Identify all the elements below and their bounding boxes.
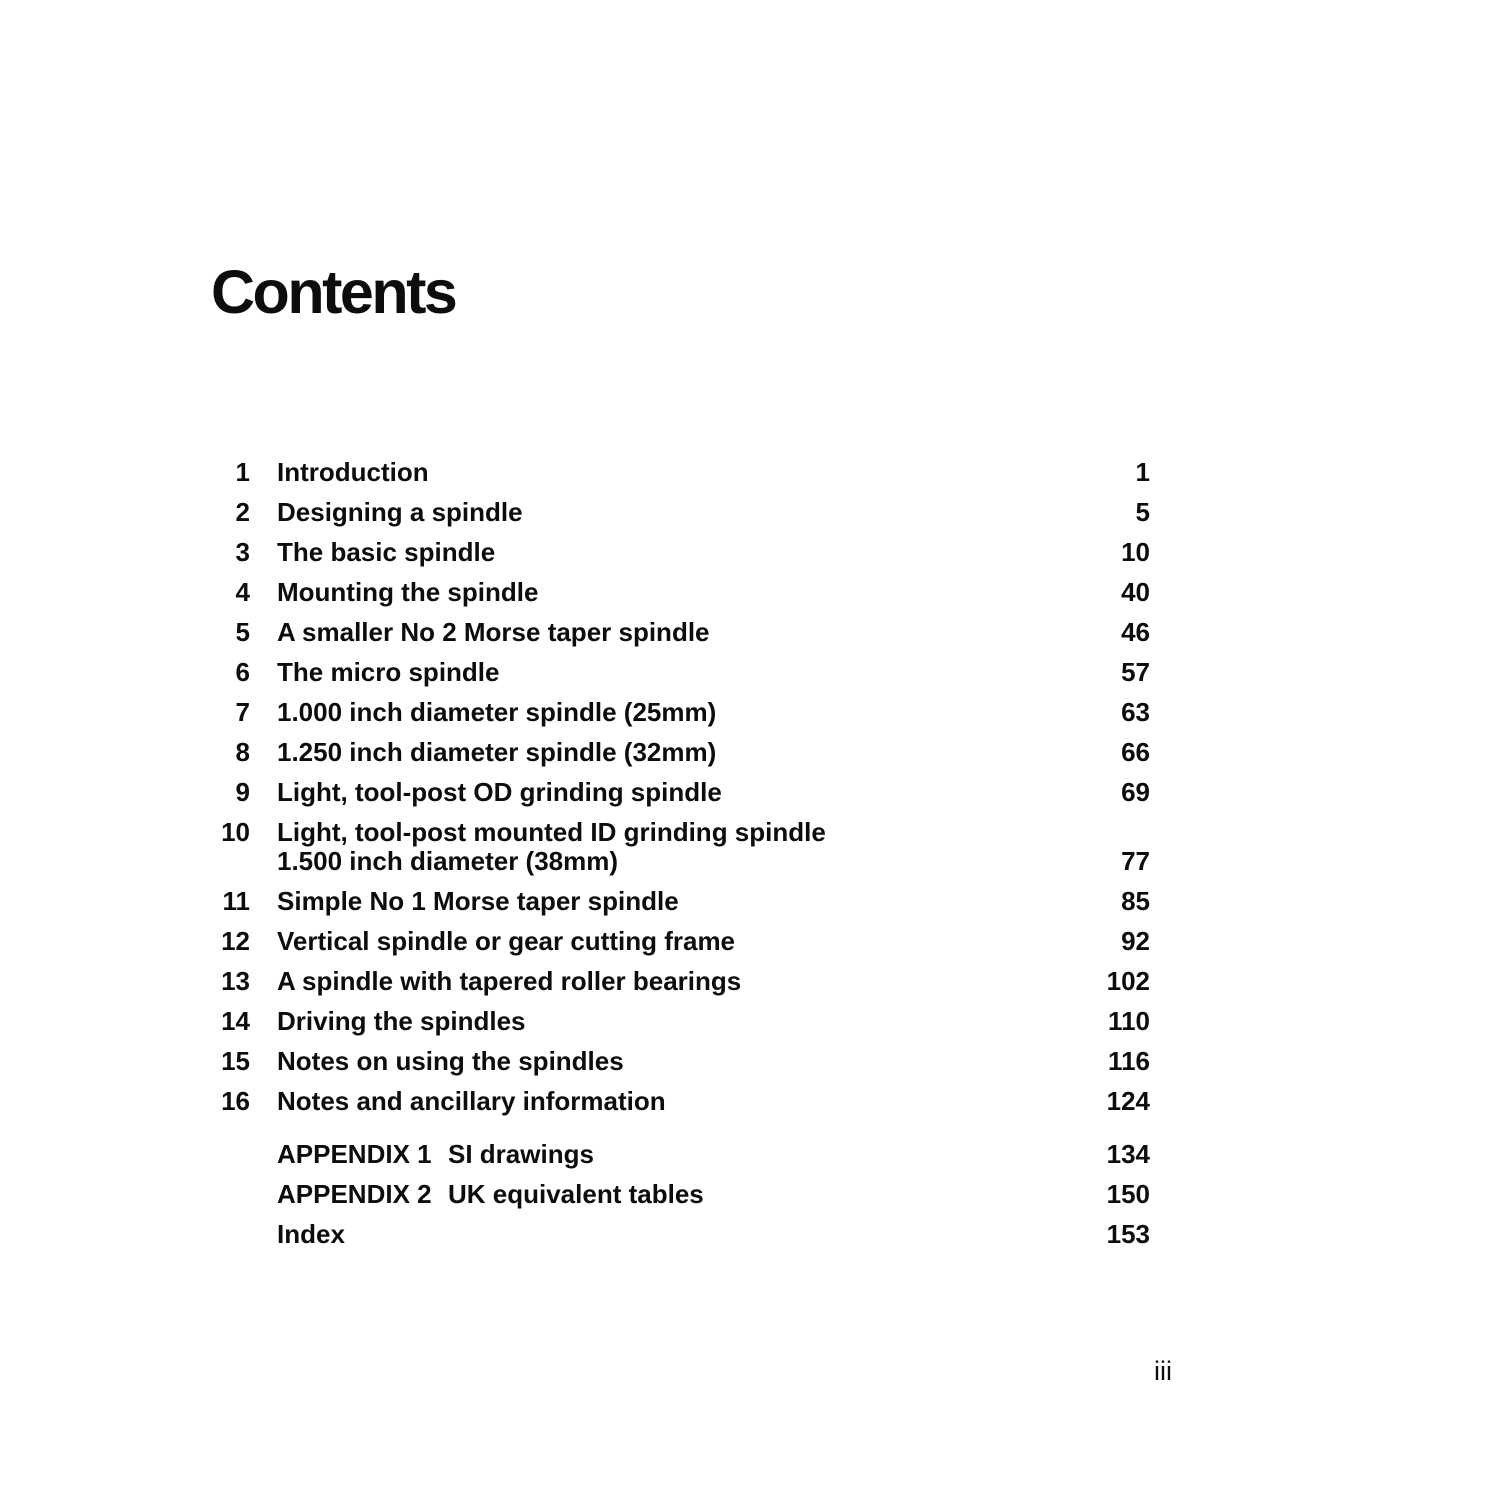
chapter-number: 13 bbox=[221, 966, 250, 996]
toc-entry bbox=[190, 698, 1150, 727]
chapter-title-line: 1.500 inch diameter (38mm) bbox=[277, 846, 619, 876]
toc-entry bbox=[190, 578, 1150, 607]
chapter-number: 15 bbox=[221, 1046, 250, 1076]
chapter-page-number: 1 bbox=[1135, 457, 1150, 487]
chapter-title-line: Simple No 1 Morse taper spindle bbox=[277, 886, 679, 916]
chapter-title bbox=[277, 698, 1080, 727]
chapter-number: 12 bbox=[221, 926, 250, 956]
chapter-title bbox=[277, 738, 1080, 767]
chapter-title-line: 1.250 inch diameter spindle (32mm) bbox=[277, 737, 717, 767]
toc-entry bbox=[190, 1087, 1150, 1116]
toc-entry bbox=[190, 538, 1150, 567]
chapter-title bbox=[277, 927, 1080, 956]
chapter-page-number: 10 bbox=[1121, 537, 1150, 567]
chapter-title bbox=[277, 618, 1080, 647]
chapter-title-line: The micro spindle bbox=[277, 657, 500, 687]
chapter-page-number: 92 bbox=[1121, 926, 1150, 956]
back-matter-page-number: 153 bbox=[1106, 1219, 1150, 1249]
chapter-page-number: 110 bbox=[1108, 1006, 1150, 1036]
back-matter-label: APPENDIX 1 bbox=[277, 1139, 432, 1169]
toc-entry bbox=[190, 887, 1150, 916]
chapter-title-line: 1.000 inch diameter spindle (25mm) bbox=[277, 697, 717, 727]
chapter-title bbox=[277, 1047, 1080, 1076]
chapter-page-number: 124 bbox=[1106, 1086, 1150, 1116]
back-matter-label: Index bbox=[277, 1219, 345, 1249]
chapter-number: 2 bbox=[235, 497, 250, 527]
toc-entry bbox=[190, 458, 1150, 487]
back-matter-page-number: 150 bbox=[1106, 1179, 1150, 1209]
chapter-number: 16 bbox=[221, 1086, 250, 1116]
chapter-number: 10 bbox=[221, 817, 250, 847]
page-title: Contents bbox=[211, 258, 456, 326]
chapter-title bbox=[277, 1007, 1080, 1036]
chapter-title-line: The basic spindle bbox=[277, 537, 496, 567]
toc-entry bbox=[190, 818, 1150, 876]
chapter-title bbox=[277, 967, 1080, 996]
chapter-page-number: 102 bbox=[1106, 966, 1150, 996]
chapter-title-line: Driving the spindles bbox=[277, 1006, 526, 1036]
toc-entry bbox=[190, 618, 1150, 647]
chapter-title-line: Light, tool-post OD grinding spindle bbox=[277, 777, 722, 807]
toc-entry bbox=[190, 927, 1150, 956]
chapter-list bbox=[190, 458, 1150, 1116]
toc-entry bbox=[190, 1047, 1150, 1076]
toc-entry bbox=[190, 967, 1150, 996]
chapter-title bbox=[277, 498, 1080, 527]
chapter-page-number: 63 bbox=[1121, 697, 1150, 727]
chapter-title bbox=[277, 778, 1080, 807]
chapter-title-line: Designing a spindle bbox=[277, 497, 523, 527]
chapter-number: 3 bbox=[235, 537, 250, 567]
chapter-number: 6 bbox=[235, 657, 250, 687]
back-matter-title: UK equivalent tables bbox=[448, 1179, 704, 1209]
back-matter-entry bbox=[190, 1140, 1150, 1169]
chapter-page-number: 57 bbox=[1121, 657, 1150, 687]
chapter-title bbox=[277, 578, 1080, 607]
chapter-page-number: 66 bbox=[1121, 737, 1150, 767]
toc-entry bbox=[190, 1007, 1150, 1036]
chapter-number: 7 bbox=[235, 697, 250, 727]
chapter-number: 4 bbox=[235, 577, 250, 607]
chapter-page-number: 116 bbox=[1108, 1046, 1150, 1076]
back-matter-list bbox=[190, 1140, 1150, 1249]
folio-page-number: iii bbox=[1154, 1356, 1172, 1386]
back-matter-entry bbox=[190, 1220, 1150, 1249]
chapter-page-number: 69 bbox=[1121, 777, 1150, 807]
chapter-title bbox=[277, 887, 1080, 916]
chapter-title bbox=[277, 818, 1080, 876]
chapter-title-line: A smaller No 2 Morse taper spindle bbox=[277, 617, 710, 647]
chapter-title bbox=[277, 1087, 1080, 1116]
chapter-title-line: A spindle with tapered roller bearings bbox=[277, 966, 742, 996]
chapter-title-line: Vertical spindle or gear cutting frame bbox=[277, 926, 736, 956]
chapter-number: 5 bbox=[235, 617, 250, 647]
chapter-page-number: 40 bbox=[1121, 577, 1150, 607]
toc-entry bbox=[190, 778, 1150, 807]
back-matter-page-number: 134 bbox=[1106, 1139, 1150, 1169]
chapter-title bbox=[277, 458, 1080, 487]
chapter-page-number: 46 bbox=[1121, 617, 1150, 647]
chapter-title-line: Introduction bbox=[277, 457, 429, 487]
chapter-title-line: Mounting the spindle bbox=[277, 577, 539, 607]
chapter-page-number: 77 bbox=[1121, 846, 1150, 876]
toc-entry bbox=[190, 738, 1150, 767]
chapter-number: 1 bbox=[235, 457, 250, 487]
chapter-number: 8 bbox=[235, 737, 250, 767]
toc-list bbox=[190, 458, 1150, 1260]
chapter-title-line: Notes on using the spindles bbox=[277, 1046, 624, 1076]
chapter-title bbox=[277, 658, 1080, 687]
chapter-number: 14 bbox=[221, 1006, 250, 1036]
back-matter-entry bbox=[190, 1180, 1150, 1209]
back-matter-label: APPENDIX 2 bbox=[277, 1179, 432, 1209]
back-matter-title: SI drawings bbox=[448, 1139, 594, 1169]
toc-entry bbox=[190, 658, 1150, 687]
chapter-title-line: Light, tool-post mounted ID grinding spindle bbox=[277, 817, 826, 847]
chapter-page-number: 5 bbox=[1135, 497, 1150, 527]
chapter-title bbox=[277, 538, 1080, 567]
toc-entry bbox=[190, 498, 1150, 527]
chapter-number: 11 bbox=[222, 886, 250, 916]
chapter-number: 9 bbox=[235, 777, 250, 807]
chapter-title-line: Notes and ancillary information bbox=[277, 1086, 666, 1116]
chapter-page-number: 85 bbox=[1121, 886, 1150, 916]
